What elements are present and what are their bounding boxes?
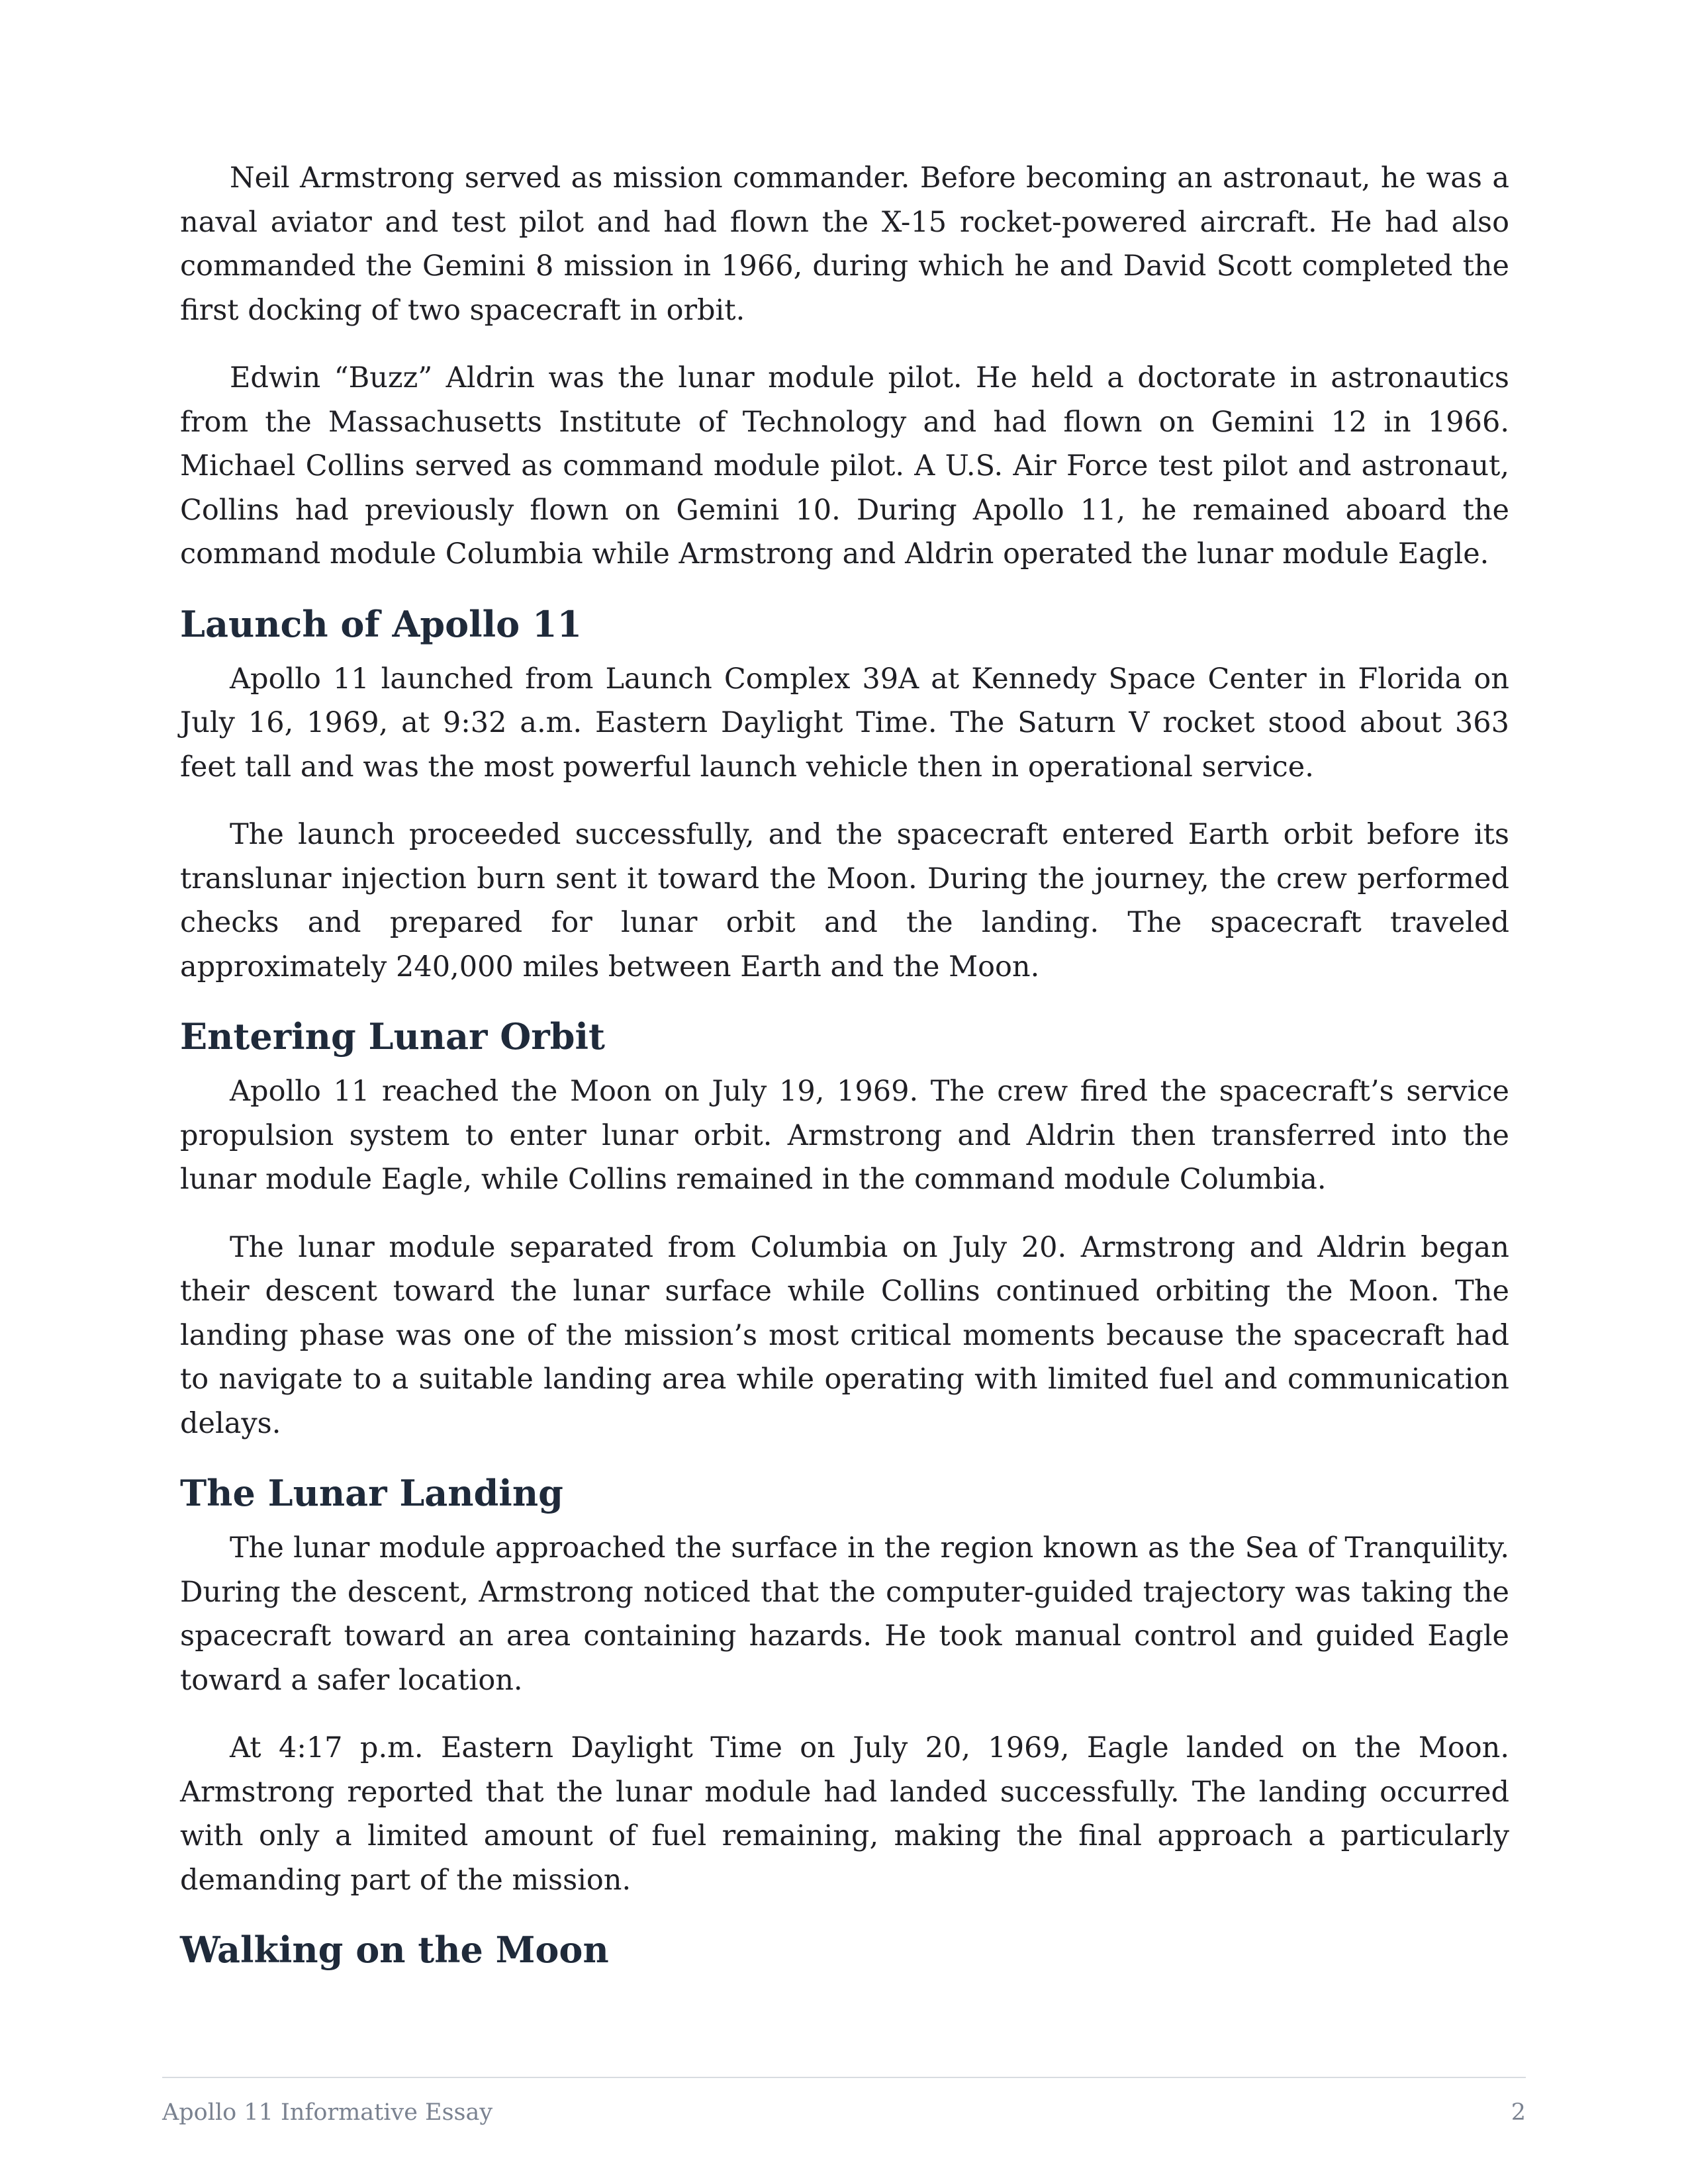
section-heading-lunar-orbit: Entering Lunar Orbit: [180, 1015, 605, 1058]
landing-paragraph-1: The lunar module approached the surface in the region known as the Sea of Tranquility. During the descent, Armstrong noticed that the computer-guided trajectory was taking the spacecraft toward an area containing hazards. He took manual control and guided Eagle toward a safer location.: [180, 1531, 1509, 1697]
landing-paragraph-2: At 4:17 p.m. Eastern Daylight Time on July 20, 1969, Eagle landed on the Moon. Armstrong reported that the lunar module had landed successfully. The landing occurred with only a limited amount of fuel remaining, making the final approach a particularly demanding part of the mission.: [180, 1731, 1509, 1897]
orbit-paragraph-1: Apollo 11 reached the Moon on July 19, 1969. The crew fired the spacecraft’s service propulsion system to enter lunar orbit. Armstrong and Aldrin then transferred into the lunar module Eagle, while Collins remained in the command module Columbia.: [180, 1075, 1509, 1196]
orbit-paragraph-2: The lunar module separated from Columbia on July 20. Armstrong and Aldrin began their descent toward the lunar surface while Collins continued orbiting the Moon. The landing phase was one of the mission’s most critical moments because the spacecraft had to navigate to a suitable landing area while operating with limited fuel and communication delays.: [180, 1230, 1509, 1440]
section-heading-launch: Launch of Apollo 11: [180, 602, 583, 645]
footer-title: Apollo 11 Informative Essay: [162, 2099, 493, 2126]
intro-paragraph-2: Edwin “Buzz” Aldrin was the lunar module pilot. He held a doctorate in astronautics from the Massachusetts Institute of Technology and had flown on Gemini 12 in 1966. Michael Collins served as command module pilot. A U.S. Air Force test pilot and astronaut, Collins had previously flown on Gemini 10. During Apollo 11, he remained aboard the command module Columbia while Armstrong and Aldrin operated the lunar module Eagle.: [180, 361, 1509, 570]
launch-paragraph-1: Apollo 11 launched from Launch Complex 39A at Kennedy Space Center in Florida on July 16, 1969, at 9:32 a.m. Eastern Daylight Time. The Saturn V rocket stood about 363 feet tall and was the most powerful launch vehicle then in operational service.: [180, 662, 1509, 784]
section-heading-walking: Walking on the Moon: [180, 1929, 609, 1971]
intro-paragraph-1: Neil Armstrong served as mission commander. Before becoming an astronaut, he was a naval aviator and test pilot and had flown the X-15 rocket-powered aircraft. He had also commanded the Gemini 8 mission in 1966, during which he and David Scott completed the first docking of two spacecraft in orbit.: [180, 161, 1509, 327]
page-content: [180, 156, 1509, 1983]
footer-page-number: 2: [1511, 2099, 1526, 2126]
launch-paragraph-2: The launch proceeded successfully, and the spacecraft entered Earth orbit before its translunar injection burn sent it toward the Moon. During the journey, the crew performed checks and prepared for lunar orbit and the landing. The spacecraft traveled approximately 240,000 miles between Earth and the Moon.: [180, 818, 1509, 983]
page-footer: [162, 2077, 1526, 2127]
section-heading-lunar-landing: The Lunar Landing: [180, 1472, 563, 1514]
